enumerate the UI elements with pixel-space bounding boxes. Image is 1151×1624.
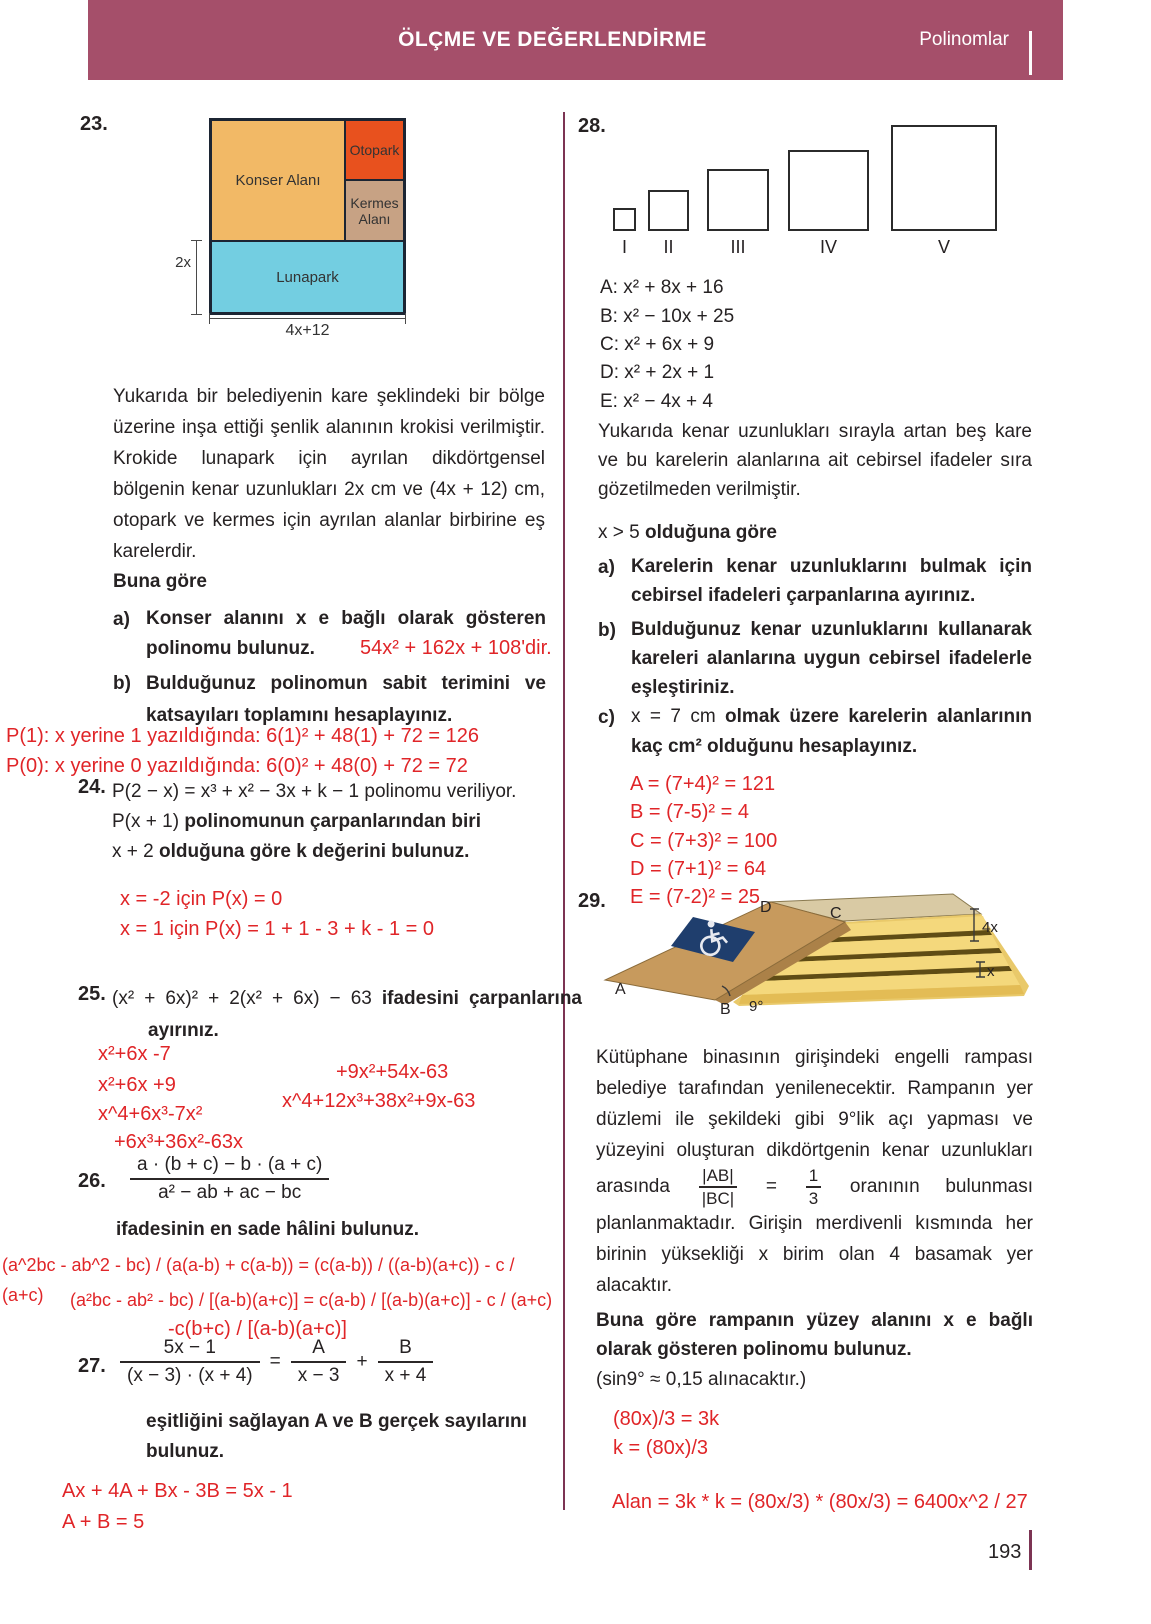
q28-item-c-label: c) [598,707,615,728]
q29-note1-annotation: (80x)/3 = 3k [613,1408,720,1430]
q24-note2-annotation: x = 1 için P(x) = 1 + 1 - 3 + k - 1 = 0 [120,918,435,940]
q25-note-left-4: +6x³+36x²-63x [114,1131,243,1153]
q26-fraction-denominator: a² − ab + ac − bc [158,1182,302,1203]
q26-note2-annotation: (a²bc - ab² - bc) / [(a-b)(a+c)] = c(a-b) / [(a-b)(a+c)] - c / (a+c) [70,1290,553,1310]
page-number-bar [1029,1530,1032,1570]
q23-item-b-label: b) [113,673,131,694]
q24-note1-annotation: x = -2 için P(x) = 0 [120,888,283,910]
q27-bold1: eşitliğini sağlayan A ve B gerçek sayılarını [146,1411,527,1432]
map-konser-label: Konser Alanı [235,172,321,189]
q24-line3-bold: olduğuna göre k değerini bulunuz. [159,841,470,862]
q28-eq-c: C: x² + 6x + 9 [600,334,715,355]
q28-item-c-text [631,702,1032,762]
map-kermes-region [345,180,404,241]
q28-condition-bold: olduğuna göre [645,522,777,543]
q24-line2-math: P(x + 1) [112,811,180,832]
q27-plus: + [356,1351,368,1372]
q28-answer-c: C = (7+3)² = 100 [630,830,778,852]
q28-square-3-label: III [730,237,746,257]
q25-note-left-2: x²+6x +9 [98,1074,176,1096]
ramp-label-D: D [760,899,772,916]
q25-number: 25. [78,983,106,1005]
ramp-label-A: A [615,981,626,998]
q29-third-num: 1 [806,1166,821,1188]
q29-ratio-fraction [699,1166,737,1208]
q23-item-a-text: Konser alanını x e bağlı olarak gösteren polinomu bulunuz. [146,608,546,659]
q28-answer-d: D = (7+1)² = 64 [630,858,767,880]
ramp-step-height-label: x [987,963,995,980]
map-width-dim-label: 4x+12 [285,322,330,339]
q24-line3-math: x + 2 [112,841,154,862]
map-kermes-line1: Kermes [350,194,399,211]
q27-f1-num: 5x − 1 [120,1336,260,1363]
q23-paragraph: Yukarıda bir belediyenin kare şeklindeki bir bölge üzerine inşa ettiği şenlik alanının krokisi verilmiştir. Krokide lunapark için ayrılan dikdörtgensel bölgenin kenar uzunlukları 2x cm ve (4x + 12) cm, otopark ve kermes için ayrılan alanlar birbirine eş karelerdir. [113,386,545,562]
map-lunapark-label: Lunapark [276,268,339,286]
chapter-label: Polinomlar [919,29,1009,50]
column-divider [563,112,565,1510]
ramp-label-B: B [720,1001,731,1018]
q27-f1-den: (x − 3) · (x + 4) [127,1365,253,1386]
q29-number: 29. [578,890,606,912]
ramp-label-C: C [830,905,842,922]
q27-fraction-a [291,1336,347,1388]
q23-number: 23. [80,113,108,135]
map-height-dim-line [196,241,197,315]
q28-paragraph: Yukarıda kenar uzunlukları sırayla artan beş kare ve bu karelerin alanlarına ait cebirsel ifadeler sıra gözetilmeden verilmiştir. [598,421,1032,500]
q27-f3-den: x + 4 [384,1365,427,1386]
q27-note1-annotation: Ax + 4A + Bx - 3B = 5x - 1 [62,1480,293,1502]
q28-square-5-label: V [937,237,950,257]
q25-note-right-2: x^4+12x³+38x²+9x-63 [282,1090,476,1112]
q23-item-b-text: Bulduğunuz polinomun sabit terimini ve katsayıları toplamını hesaplayınız. [146,673,546,726]
map-otopark-region [345,120,404,180]
q29-paragraph-before: Kütüphane binasının girişindeki engelli rampası belediye tarafından yenilenecektir. Rampanın yer düzlemi ile şekildeki gibi 9°lik açı yapması ve yüzeyini oluşturan dikdörtgenin kenar uzunlukları arasında [596,1047,1033,1198]
ramp-angle-label: 9° [749,998,764,1015]
q27-number: 27. [78,1355,106,1377]
page-title: ÖLÇME VE DEĞERLENDİRME [398,28,707,51]
q24-line2 [112,806,481,837]
q27-equation [120,1336,433,1388]
q29-third-den: 3 [808,1189,819,1208]
q25-bold: ifadesini çarpanlarına ayırınız. [148,988,582,1041]
map-height-dim-tick-bottom [191,314,202,315]
q27-f3-num: B [378,1336,434,1363]
q29-paren-note: (sin9° ≈ 0,15 alınacaktır.) [596,1369,807,1390]
q28-item-b-text: Bulduğunuz kenar uzunluklarını kullanarak kareleri alanlarına uygun cebirsel ifadelerle eşleştiriniz. [631,619,1032,698]
page-number: 193 [988,1541,1022,1563]
q28-number: 28. [578,115,606,137]
q26-number: 26. [78,1170,106,1192]
q28-eq-e: E: x² − 4x + 4 [600,391,713,412]
q28-eq-a: A: x² + 8x + 16 [600,277,724,298]
q28-item-a-label: a) [598,557,615,578]
q27-note2-annotation: A + B = 5 [62,1511,145,1533]
q28-square-3 [707,169,769,231]
q25-note-right-1: +9x²+54x-63 [336,1061,449,1083]
q28-square-4-label: IV [819,237,837,257]
q28-answer-b: B = (7-5)² = 4 [630,801,749,823]
q28-eq-b: B: x² − 10x + 25 [600,306,735,327]
q24-line2-bold: polinomunun çarpanlarından biri [184,811,481,832]
q27-fraction-left [120,1336,260,1388]
q28-square-5 [891,125,997,231]
ramp-illustration [593,888,1043,1028]
q28-square-1-label: I [621,237,627,257]
q27-bold2: bulunuz. [146,1441,225,1462]
q26-fraction-numerator: a · (b + c) − b · (a + c) [130,1153,329,1180]
ramp-total-height-label: 4x [982,919,998,936]
map-kermes-label [350,195,398,227]
q28-condition-math: x > 5 [598,522,640,543]
q23-item-a-answer-annotation: 54x² + 162x + 108'dir. [360,637,552,659]
q29-ratio-num: |AB| [699,1166,737,1188]
q28-square-4 [788,150,869,231]
q23-note2-annotation: P(0): x yerine 0 yazıldığında: 6(0)² + 48(0) + 72 = 72 [6,755,468,777]
q27-f2-num: A [291,1336,347,1363]
q26-fraction [130,1153,329,1205]
q25-statement [112,983,582,1047]
map-width-dim-line [209,318,406,319]
q28-square-2 [648,190,689,231]
q25-note-left-1: x²+6x -7 [98,1043,171,1065]
q23-note1-annotation: P(1): x yerine 1 yazıldığında: 6(1)² + 48(1) + 72 = 126 [6,725,480,747]
q28-condition [598,517,777,548]
q27-fraction-b [378,1336,434,1388]
q29-paragraph [596,1042,1033,1301]
q26-note1-annotation: (a^2bc - ab^2 - bc) / (a(a-b) + c(a-b)) = (c(a-b)) / ((a-b)(a+c)) - c / [2,1255,515,1275]
q29-third-fraction [806,1166,821,1208]
q23-festival-map [209,118,406,315]
header-bar [88,0,1063,80]
q29-ratio-den: |BC| [701,1189,735,1208]
q29-ratio-equals: = [765,1176,777,1198]
q28-answer-a: A = (7+4)² = 121 [630,773,776,795]
q28-square-1 [613,208,636,231]
map-height-dim-tick-top [191,240,202,241]
header-divider-tick [1029,31,1032,75]
q29-note3-annotation: Alan = 3k * k = (80x/3) * (80x/3) = 6400x^2 / 27 [612,1491,1028,1513]
map-lunapark-region [211,241,404,313]
map-height-dim-label: 2x [175,254,191,271]
q26-note3-annotation: -c(b+c) / [(a-b)(a+c)] [168,1318,347,1340]
q28-item-b-label: b) [598,620,616,641]
q24-number: 24. [78,776,106,798]
q29-bold-question: Buna göre rampanın yüzey alanını x e bağlı olarak gösteren polinomu bulunuz. [596,1310,1033,1360]
map-otopark-label: Otopark [349,142,400,158]
q25-note-left-3: x^4+6x³-7x² [98,1103,203,1125]
q27-equals: = [269,1351,281,1372]
q24-line3 [112,836,469,867]
map-kermes-line2: Alanı [358,210,391,227]
q25-math: (x² + 6x)² + 2(x² + 6x) − 63 [112,988,372,1009]
q28-item-c-bold: olmak üzere karelerin alanlarının kaç cm² olduğunu hesaplayınız. [631,706,1032,757]
q24-line1: P(2 − x) = x³ + x² − 3x + k − 1 polinomu veriliyor. [112,781,517,802]
q29-note2-annotation: k = (80x)/3 [613,1437,709,1459]
q28-eq-d: D: x² + 2x + 1 [600,362,715,383]
q23-lead: Buna göre [113,571,207,592]
q28-answer-e: E = (7-2)² = 25 [630,886,761,908]
q29-ramp-figure [593,888,1043,1028]
q26-bold: ifadesinin en sade hâlini bulunuz. [116,1219,419,1240]
q27-f2-den: x − 3 [297,1365,340,1386]
q28-item-c-math: x = 7 cm [631,706,716,727]
q28-square-2-label: II [663,237,674,257]
map-konser-region [211,120,345,241]
q26-note1b-annotation: (a+c) [2,1285,44,1305]
q29-paragraph-after: oranının bulunması planlanmaktadır. Girişin merdivenli kısmında her birinin yüksekliği x birim olan 4 basamak yer alacaktır. [596,1176,1034,1296]
q28-item-a-text: Karelerin kenar uzunluklarını bulmak için cebirsel ifadeleri çarpanlarına ayırınız. [631,556,1032,606]
q23-item-a-label: a) [113,609,130,630]
